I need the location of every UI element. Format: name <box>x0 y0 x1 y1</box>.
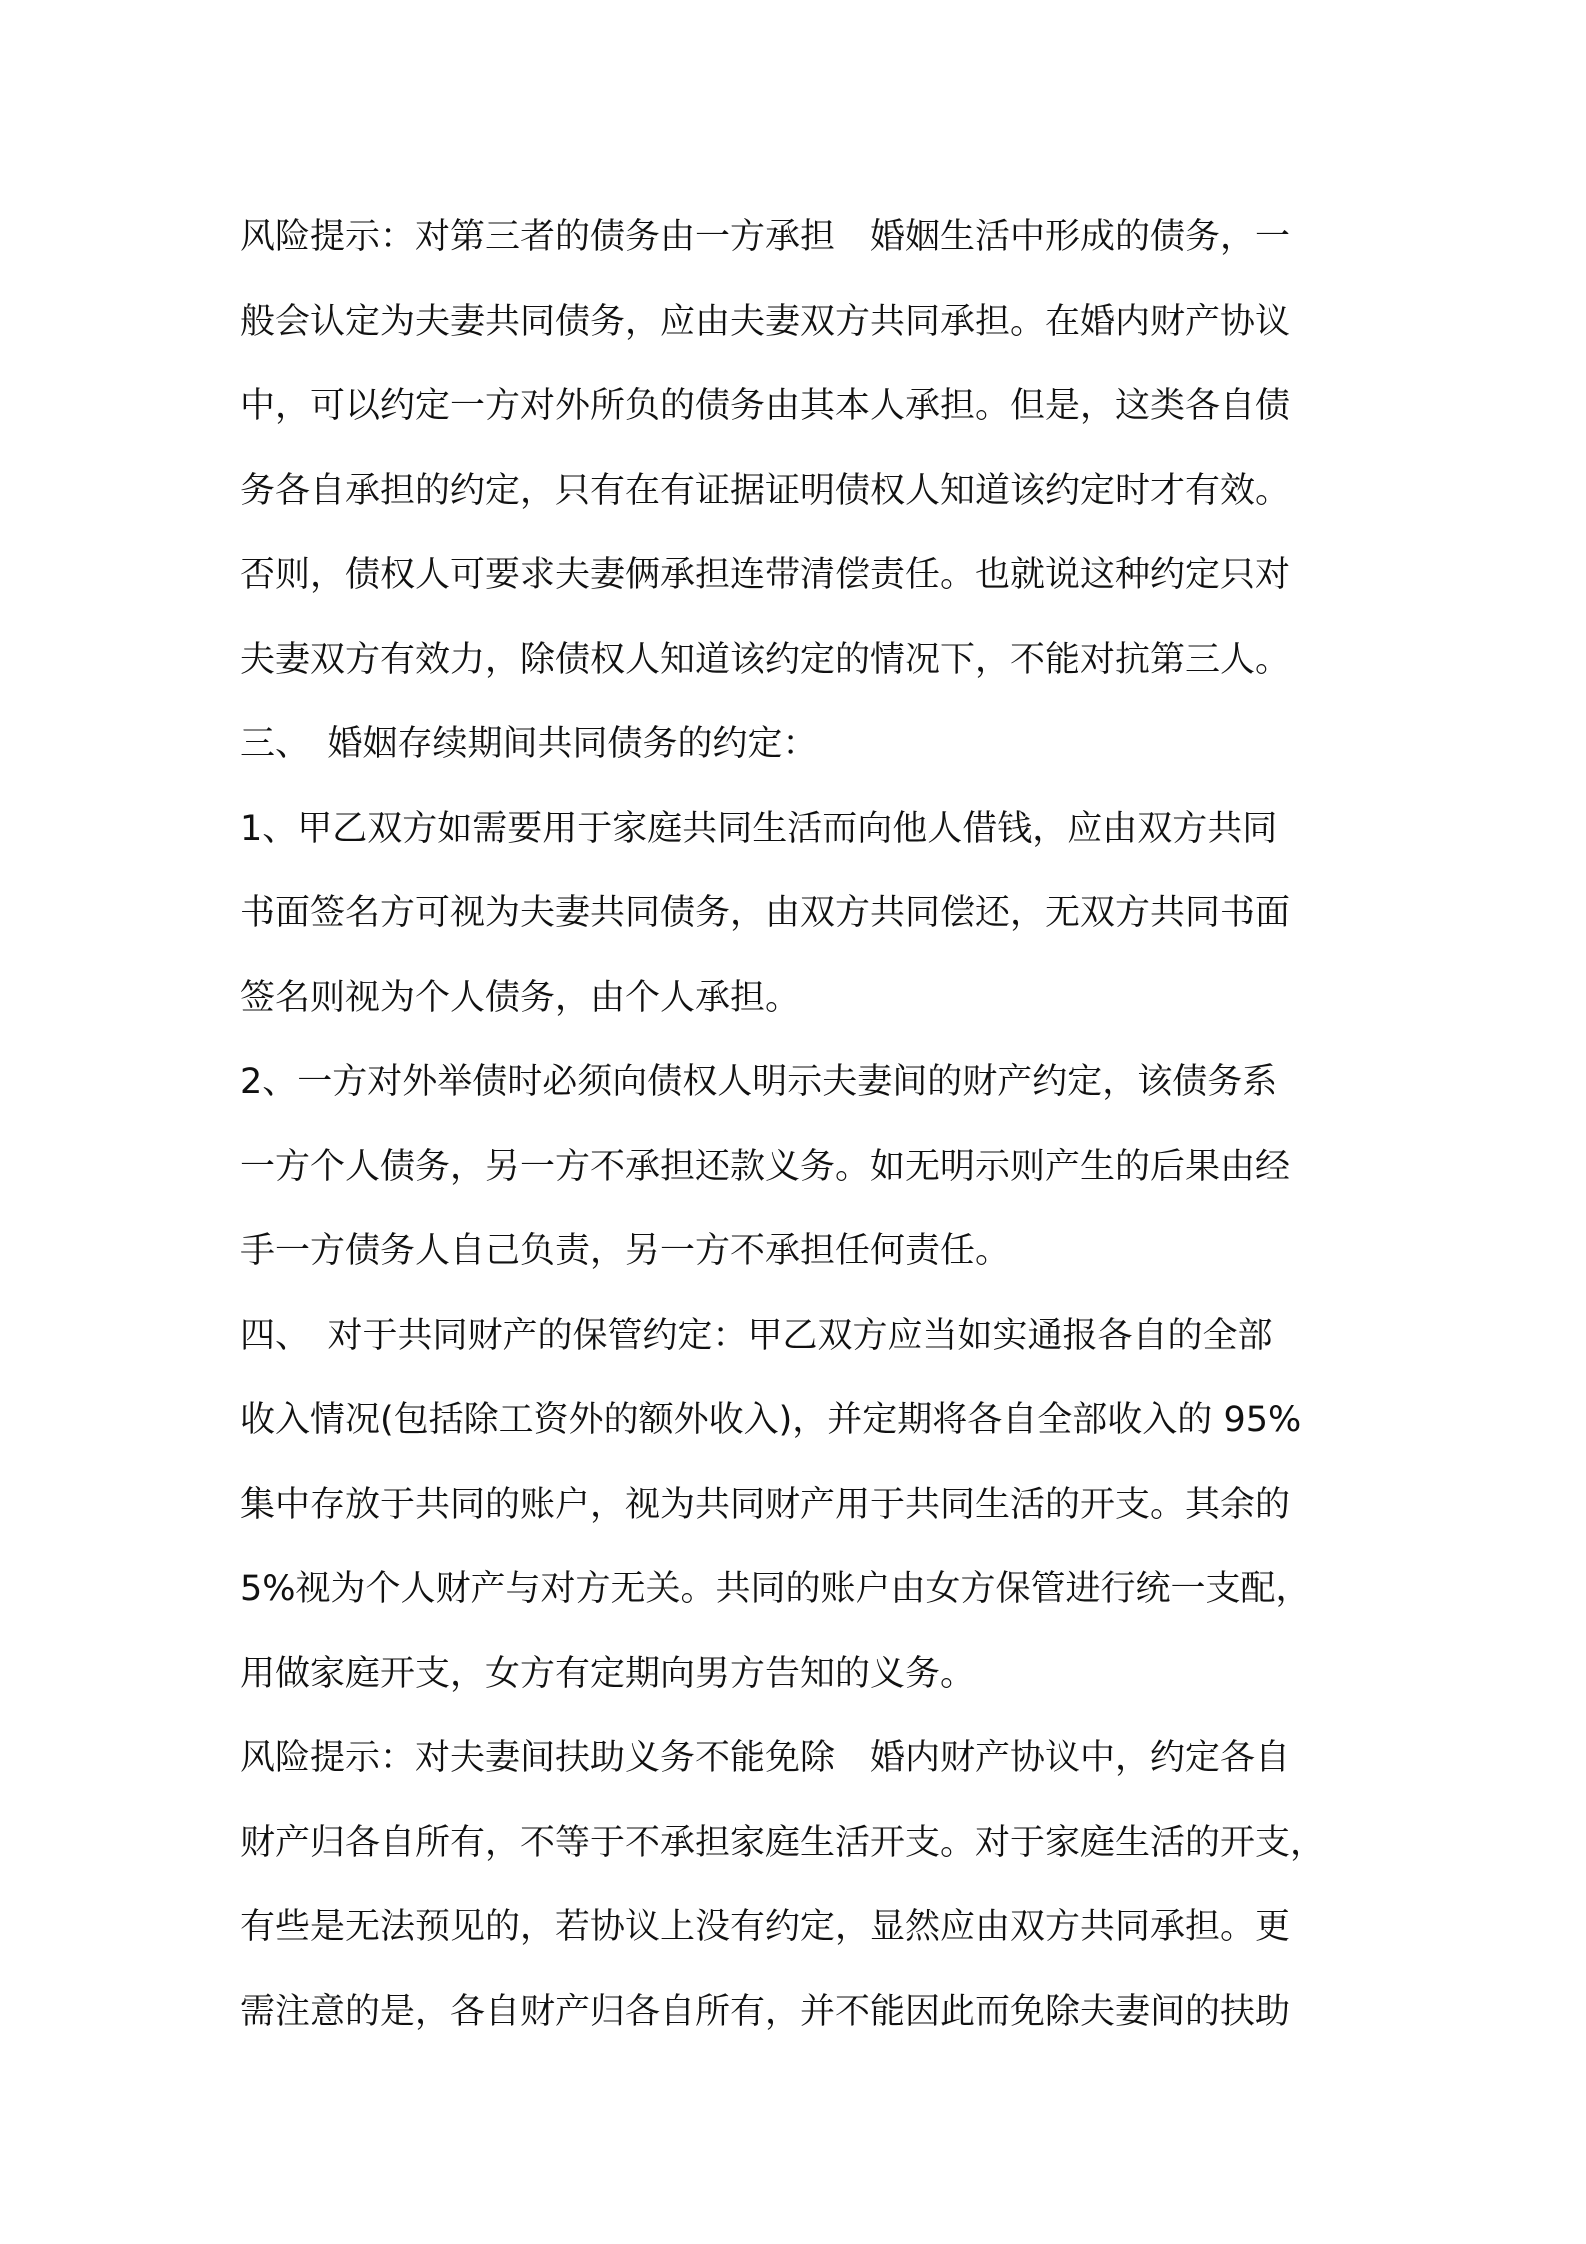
text-line-risk-debt-1: 风险提示：对第三者的债务由一方承担 婚姻生活中形成的债务，一 <box>240 217 1291 257</box>
clause-2-line-1: 2、一方对外举债时必须向债权人明示夫妻间的财产约定，该债务系 <box>240 1062 1278 1102</box>
text-line-risk-debt-6: 夫妻双方有效力，除债权人知道该约定的情况下，不能对抗第三人。 <box>240 639 1291 680</box>
text-line-risk-support-2: 财产归各自所有，不等于不承担家庭生活开支。对于家庭生活的开支， <box>240 1822 1326 1863</box>
section-four-line-5: 用做家庭开支，女方有定期向男方告知的义务。 <box>240 1653 976 1694</box>
section-heading-four: 四、 对于共同财产的保管约定：甲乙双方应当如实通报各自的全部 <box>240 1315 1273 1356</box>
clause-2-line-3: 手一方债务人自己负责，另一方不承担任何责任。 <box>240 1231 1011 1271</box>
clause-1-line-2: 书面签名方可视为夫妻共同债务，由双方共同偿还，无双方共同书面 <box>240 893 1291 933</box>
text-line-risk-debt-5: 否则，债权人可要求夫妻俩承担连带清偿责任。也就说这种约定只对 <box>240 555 1291 595</box>
clause-2-line-2: 一方个人债务，另一方不承担还款义务。如无明示则产生的后果由经 <box>240 1146 1291 1187</box>
text-line-risk-debt-2: 般会认定为夫妻共同债务，应由夫妻双方共同承担。在婚内财产协议 <box>240 301 1291 342</box>
text-line-risk-support-4: 需注意的是，各自财产归各自所有，并不能因此而免除夫妻间的扶助 <box>240 1991 1291 2032</box>
section-four-line-3: 集中存放于共同的账户，视为共同财产用于共同生活的开支。其余的 <box>240 1484 1291 1525</box>
text-line-risk-support-3: 有些是无法预见的，若协议上没有约定，显然应由双方共同承担。更 <box>240 1907 1291 1947</box>
clause-1-line-3: 签名则视为个人债务，由个人承担。 <box>240 977 801 1018</box>
section-four-line-2: 收入情况(包括除工资外的额外收入)，并定期将各自全部收入的 95% <box>240 1400 1302 1440</box>
text-line-risk-debt-3: 中，可以约定一方对外所负的债务由其本人承担。但是，这类各自债 <box>240 386 1291 426</box>
section-four-line-4: 5%视为个人财产与对方无关。共同的账户由女方保管进行统一支配， <box>240 1569 1311 1609</box>
text-line-risk-support-1: 风险提示：对夫妻间扶助义务不能免除 婚内财产协议中，约定各自 <box>240 1738 1291 1778</box>
text-line-risk-debt-4: 务各自承担的约定，只有在有证据证明债权人知道该约定时才有效。 <box>240 470 1291 511</box>
section-heading-three: 三、 婚姻存续期间共同债务的约定： <box>240 724 818 764</box>
document-body <box>240 195 1360 2054</box>
clause-1-line-1: 1、甲乙双方如需要用于家庭共同生活而向他人借钱，应由双方共同 <box>240 808 1278 849</box>
